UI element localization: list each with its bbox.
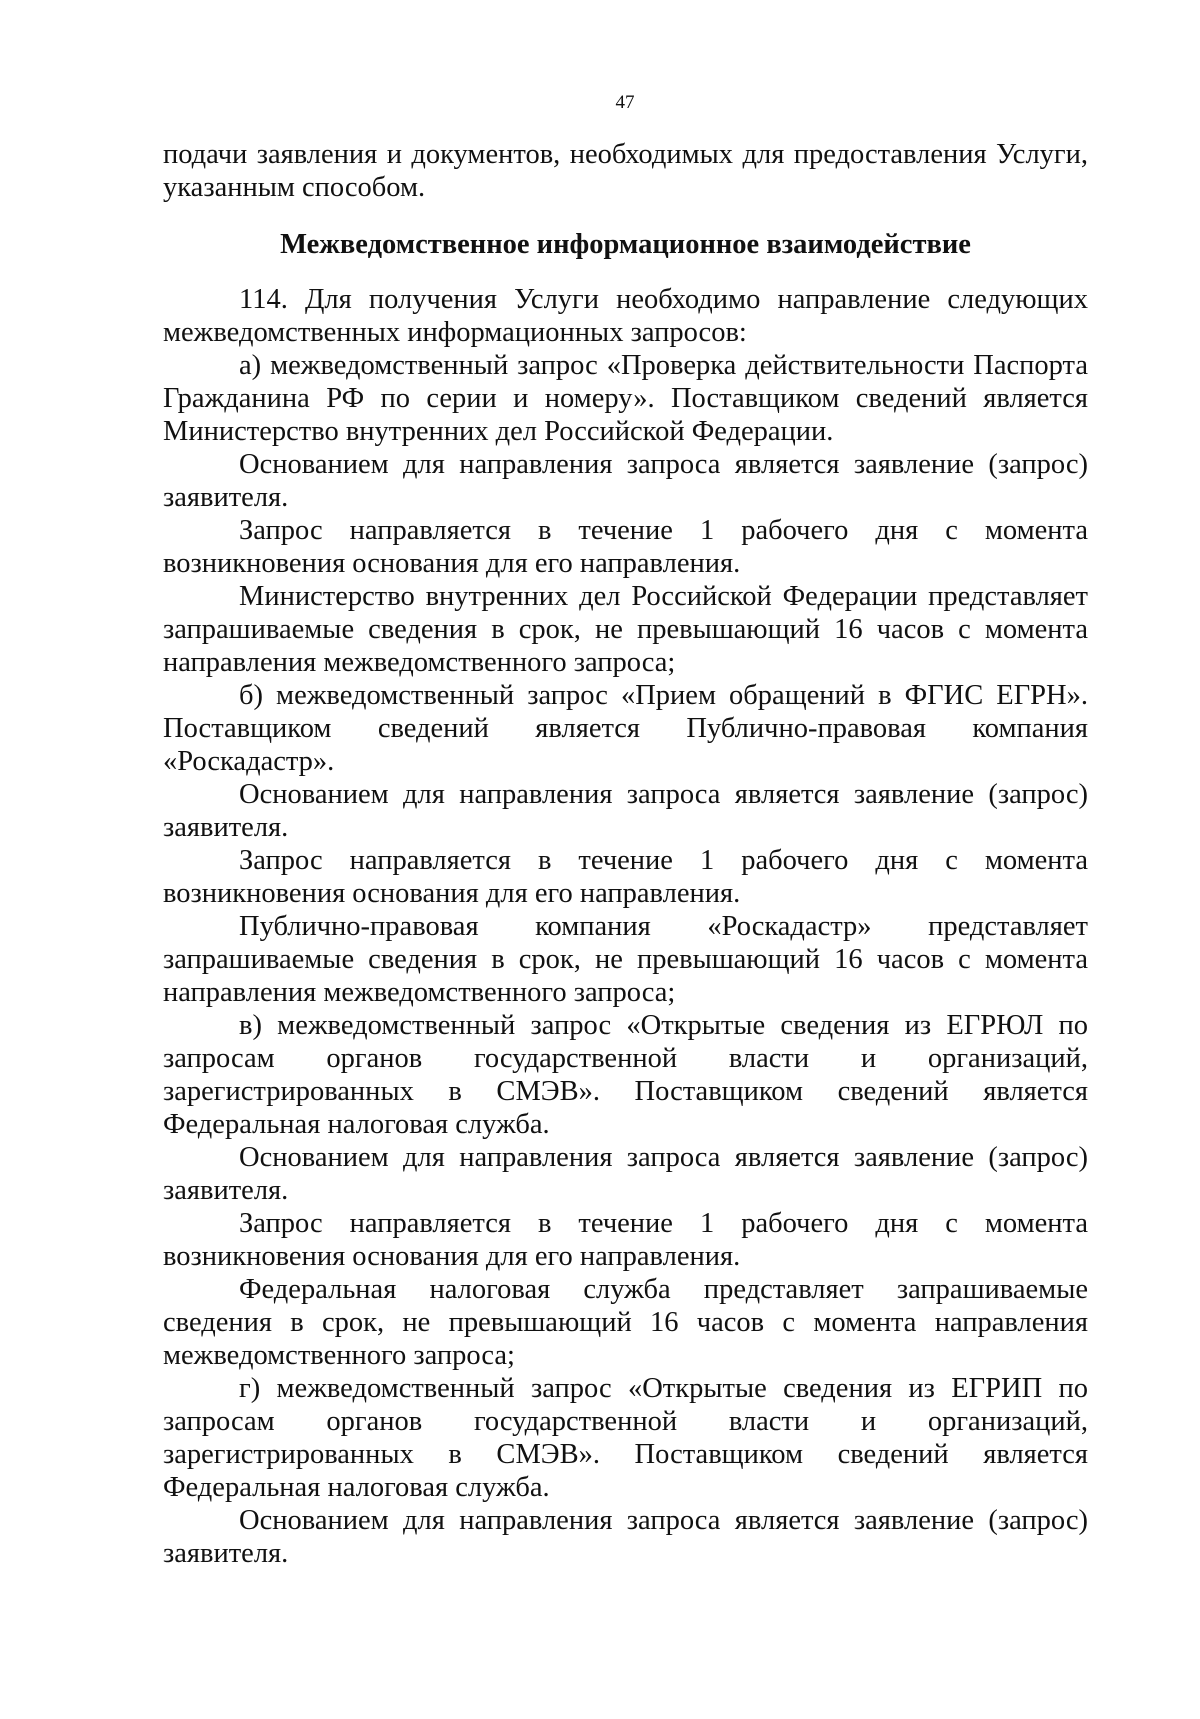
document-body xyxy=(163,138,1088,1570)
paragraph-item-b: б) межведомственный запрос «Прием обращений в ФГИС ЕГРН». Поставщиком сведений является Публично-правовая компания «Роскадастр». xyxy=(163,680,1088,777)
paragraph-basis-a: Основанием для направления запроса является заявление (запрос) заявителя. xyxy=(163,449,1088,513)
paragraph-item-g: г) межведомственный запрос «Открытые сведения из ЕГРИП по запросам органов государственной власти и организаций, зарегистрированных в СМЭВ». Поставщиком сведений является Федеральная налоговая служба. xyxy=(163,1373,1088,1503)
paragraph-response-b: Публично-правовая компания «Роскадастр» представляет запрашиваемые сведения в срок, не превышающий 16 часов с момента направления межведомственного запроса; xyxy=(163,911,1088,1008)
continuation-paragraph: подачи заявления и документов, необходимых для предоставления Услуги, указанным способом. xyxy=(163,139,1088,203)
paragraph-basis-v: Основанием для направления запроса является заявление (запрос) заявителя. xyxy=(163,1142,1088,1206)
paragraph-deadline-a: Запрос направляется в течение 1 рабочего дня с момента возникновения основания для его направления. xyxy=(163,515,1088,579)
paragraph-item-v: в) межведомственный запрос «Открытые сведения из ЕГРЮЛ по запросам органов государственной власти и организаций, зарегистрированных в СМЭВ». Поставщиком сведений является Федеральная налоговая служба. xyxy=(163,1010,1088,1140)
paragraph-deadline-v: Запрос направляется в течение 1 рабочего дня с момента возникновения основания для его направления. xyxy=(163,1208,1088,1272)
page-number: 47 xyxy=(615,92,635,113)
paragraph-basis-g: Основанием для направления запроса является заявление (запрос) заявителя. xyxy=(163,1505,1088,1569)
section-heading: Межведомственное информационное взаимодействие xyxy=(280,229,971,260)
paragraph-basis-b: Основанием для направления запроса является заявление (запрос) заявителя. xyxy=(163,779,1088,843)
paragraph-114: 114. Для получения Услуги необходимо направление следующих межведомственных информационных запросов: xyxy=(163,284,1088,348)
paragraph-item-a: а) межведомственный запрос «Проверка действительности Паспорта Гражданина РФ по серии и номеру». Поставщиком сведений является Министерство внутренних дел Российской Федерации. xyxy=(163,350,1088,447)
paragraph-response-v: Федеральная налоговая служба представляет запрашиваемые сведения в срок, не превышающий 16 часов с момента направления межведомственного запроса; xyxy=(163,1274,1088,1371)
paragraph-response-a: Министерство внутренних дел Российской Федерации представляет запрашиваемые сведения в срок, не превышающий 16 часов с момента направления межведомственного запроса; xyxy=(163,581,1088,678)
paragraph-deadline-b: Запрос направляется в течение 1 рабочего дня с момента возникновения основания для его направления. xyxy=(163,845,1088,909)
